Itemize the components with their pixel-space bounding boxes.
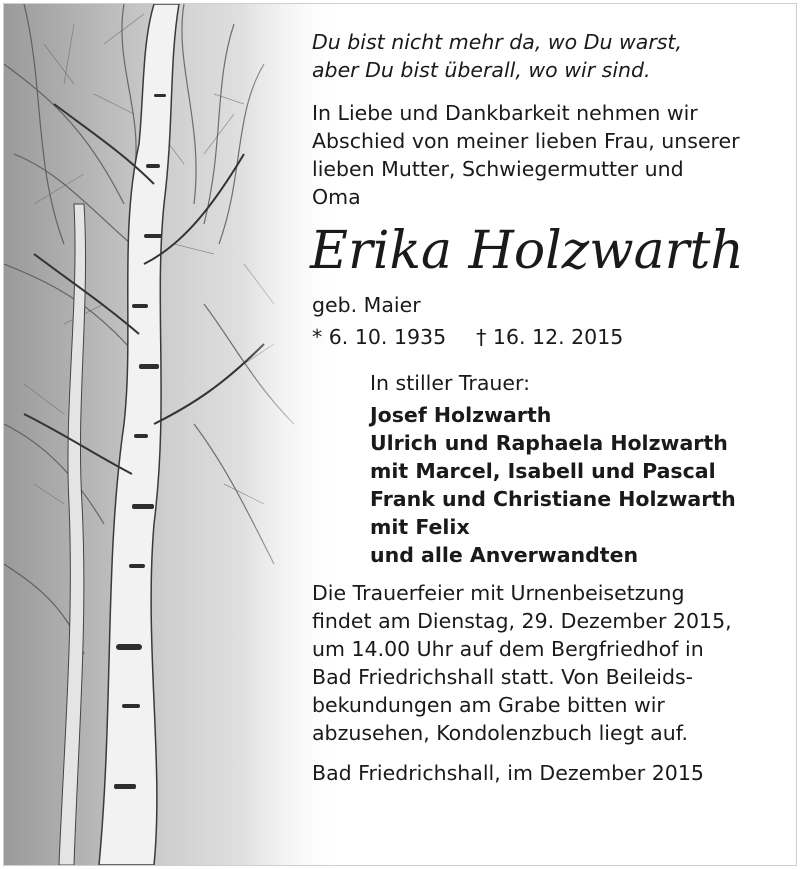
- death-date: † 16. 12. 2015: [476, 325, 624, 349]
- intro-line: lieben Mutter, Schwiegermutter und: [312, 157, 684, 181]
- memorial-quote: [312, 28, 782, 84]
- mourner-line: und alle Anverwandten: [370, 543, 639, 567]
- birch-tree-illustration: [4, 4, 334, 865]
- intro-text: [312, 99, 782, 211]
- quote-line: Du bist nicht mehr da, wo Du warst,: [312, 30, 682, 54]
- mourners-block: [370, 369, 782, 569]
- mourner-line: mit Marcel, Isabell und Pascal: [370, 459, 716, 483]
- mourner-line: Josef Holzwarth: [370, 403, 552, 427]
- ceremony-line: bekundungen am Grabe bitten wir: [312, 693, 665, 717]
- mourner-line: Frank und Christiane Holzwarth: [370, 487, 736, 511]
- ceremony-line: abzusehen, Kondolenzbuch liegt auf.: [312, 721, 688, 745]
- mourner-line: mit Felix: [370, 515, 470, 539]
- quote-line: aber Du bist überall, wo wir sind.: [312, 58, 651, 82]
- ceremony-details: [312, 579, 782, 747]
- birth-name: geb. Maier: [312, 293, 421, 317]
- mourners-list: [370, 401, 782, 569]
- ceremony-line: Die Trauerfeier mit Urnenbeisetzung: [312, 581, 685, 605]
- place-date-line: Bad Friedrichshall, im Dezember 2015: [312, 761, 704, 785]
- life-dates: [312, 323, 782, 351]
- mourning-heading: In stiller Trauer:: [370, 371, 530, 395]
- ceremony-line: um 14.00 Uhr auf dem Bergfriedhof in: [312, 637, 704, 661]
- ceremony-line: findet am Dienstag, 29. Dezember 2015,: [312, 609, 732, 633]
- intro-line: Oma: [312, 185, 361, 209]
- intro-line: In Liebe und Dankbarkeit nehmen wir: [312, 101, 698, 125]
- deceased-name: Erika Holzwarth: [310, 221, 744, 281]
- birth-date: * 6. 10. 1935: [312, 325, 447, 349]
- mourner-line: Ulrich und Raphaela Holzwarth: [370, 431, 728, 455]
- intro-line: Abschied von meiner lieben Frau, unserer: [312, 129, 740, 153]
- obituary-text: [312, 28, 782, 787]
- ceremony-line: Bad Friedrichshall statt. Von Beileids-: [312, 665, 694, 689]
